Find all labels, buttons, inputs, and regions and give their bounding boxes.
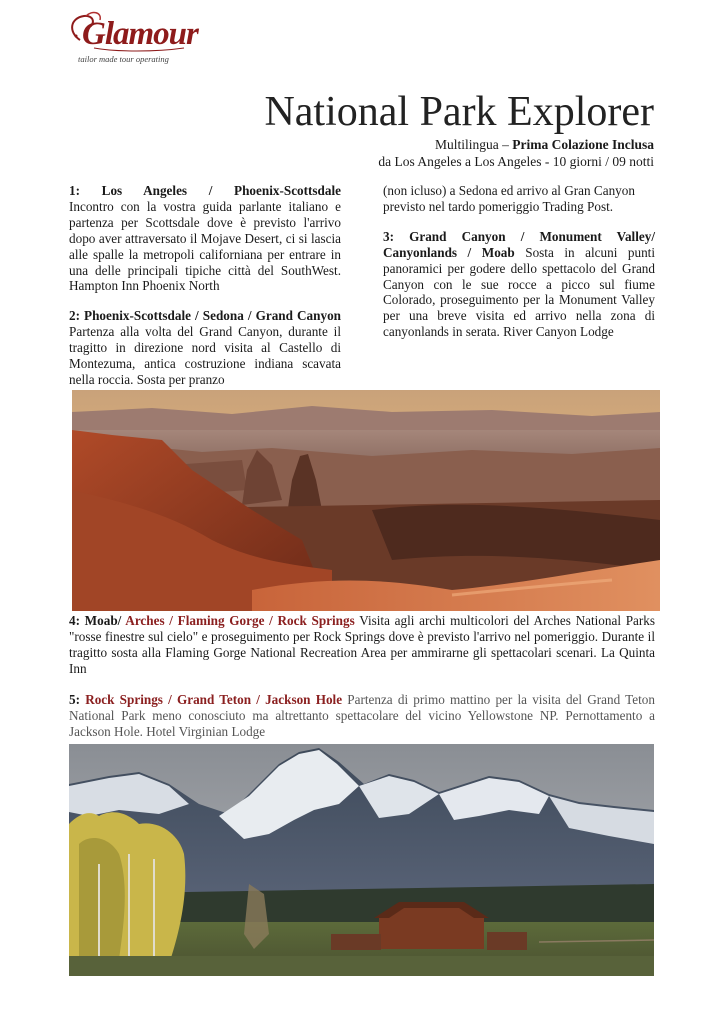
day-3: [383, 229, 655, 340]
day-5: [69, 692, 655, 740]
itinerary-left-column: [69, 183, 341, 402]
logo-wordmark: Glamour: [82, 16, 198, 52]
subtitle-bold: Prima Colazione Inclusa: [512, 137, 654, 152]
day-5-title-route: Rock Springs / Grand Teton / Jackson Hole: [85, 692, 343, 707]
day-4-text: Visita agli archi multicolori del Arches National Parks "rosse finestre sul cielo" e proseguimento per Rock Springs dove è previsto l'arrivo nel pomeriggio. Durante il tragitto sosta alla Flaming Gorge National Recreation Area per ammirarne gli spettacolari scenari. La Quinta Inn: [69, 613, 656, 676]
day-5-title-prefix: 5:: [69, 692, 86, 707]
day-4-title-route: Arches / Flaming Gorge / Rock Springs: [125, 613, 355, 628]
day-2-continued: (non icluso) a Sedona ed arrivo al Gran Canyon previsto nel tardo pomeriggio Trading Post.: [383, 183, 635, 214]
canyonlands-photo: [72, 390, 660, 611]
day-1-title: 1: Los Angeles / Phoenix-Scottsdale: [69, 183, 341, 198]
logo-tagline: tailor made tour operating: [78, 54, 169, 64]
brand-logo: [66, 10, 198, 70]
day-1-text: Incontro con la vostra guida parlante italiano e partenza per Scottsdale dove è previsto l'arrivo dopo aver attraversato il Mojave Desert, ci si lascia alle spalle la metropoli californiana per entrare in una delle principali tipiche città del SouthWest. Hampton Inn Phoenix North: [69, 198, 341, 294]
day-4-title-prefix: 4: Moab/: [69, 613, 126, 628]
page-title: National Park Explorer: [264, 89, 654, 135]
subtitle-prefix: Multilingua –: [435, 137, 513, 152]
grand-teton-photo: [69, 744, 654, 976]
day-3-text: Sosta in alcuni punti panoramici per godere dello spettacolo del Grand Canyon con le sue rocce a picco sul fiume Colorado, proseguimento per la Monument Valley per una breve visita ed arrivo nella zona di canyonlands in serata. River Canyon Lodge: [383, 244, 655, 340]
day-2-title: 2: Phoenix-Scottsdale / Sedona / Grand Canyon: [69, 308, 341, 324]
day-3-title: 3: Grand Canyon / Monument Valley/ Canyonlands / Moab: [383, 228, 655, 260]
page-subtitle: [435, 137, 654, 153]
day-4: [69, 613, 655, 677]
day-2: [69, 308, 341, 388]
day-5-text: Partenza di primo mattino per la visita del Grand Teton National Park meno conosciuto ma altrettanto spettacolare del vicino Yellowstone NP. Pernottamento a Jackson Hole. Hotel Virginian Lodge: [69, 692, 655, 739]
route-line: da Los Angeles a Los Angeles - 10 giorni / 09 notti: [378, 154, 654, 169]
day-2-text: Partenza alla volta del Grand Canyon, durante il tragitto in direzione nord visita al Castello di Montezuma, antica costruzione indiana scavata nella roccia. Sosta per pranzo: [69, 324, 341, 387]
itinerary-right-column: [383, 183, 655, 354]
day-1: [69, 183, 341, 294]
